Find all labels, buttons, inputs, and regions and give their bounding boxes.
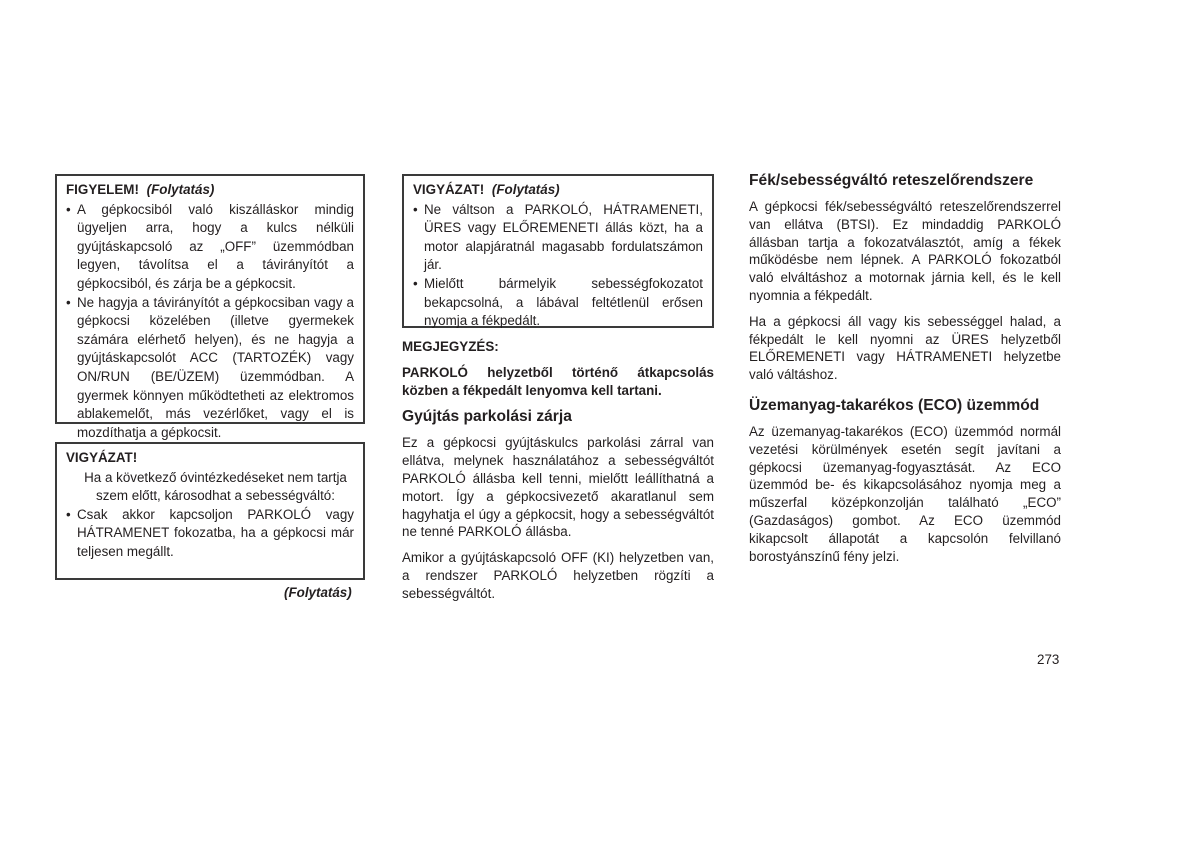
paragraph: Az üzemanyag-takarékos (ECO) üzemmód normál vezetési körülmények esetén segít javítani a gépkocsi üzemanyag-fogyasztását. Az ECO üzemmód be- és kikapcsolásához nyomja meg a műszerfal középkonzolján található „ECO” (Gazdaságos) gombot. Az ECO üzemmód kikapcsolt állapotát a kapcsolón felvillanó borostyánszínű fény jelzi. bbox=[749, 423, 1061, 564]
warning-bullets bbox=[66, 201, 354, 443]
page-number: 273 bbox=[1037, 652, 1060, 667]
section-heading-ignition-lock: Gyújtás parkolási zárja bbox=[402, 408, 572, 426]
note-title: MEGJEGYZÉS: bbox=[402, 339, 499, 354]
caution-box-continued bbox=[402, 174, 714, 328]
caution-bullet: • Csak akkor kapcsoljon PARKOLÓ vagy HÁTRAMENET fokozatba, ha a gépkocsi már teljesen megállt. bbox=[66, 506, 354, 562]
caution-intro: Ha a következő óvintézkedéseket nem tartja szem előtt, károsodhat a sebességváltó: bbox=[84, 469, 347, 504]
caution2-bullet: • Mielőtt bármelyik sebességfokozatot bekapcsolná, a lábával feltétlenül erősen nyomja a fékpedált. bbox=[413, 275, 703, 331]
paragraph: Amikor a gyújtáskapcsoló OFF (KI) helyzetben van, a rendszer PARKOLÓ helyzetben rögzíti a sebességváltót. bbox=[402, 550, 714, 601]
warning-bullet: • Ne hagyja a távirányítót a gépkocsiban vagy a gépkocsi közelében (illetve gyermekek számára elérhető helyen), és ne hagyja a gyújtáskapcsolót ACC (TARTOZÉK) vagy ON/RUN (BE/ÜZEM) üzemmódban. A gyermek könnyen működtetheti az elektromos ablakemelőt, más vezérlőket, vagy el is mozdíthatja a gépkocsit. bbox=[66, 294, 354, 443]
caution2-bullet: • Ne váltson a PARKOLÓ, HÁTRAMENETI, ÜRES vagy ELŐREMENETI állás közt, ha a motor alapjáratnál magasabb fordulatszámon jár. bbox=[413, 201, 703, 275]
warning-box-title bbox=[66, 181, 354, 200]
paragraph: A gépkocsi fék/sebességváltó reteszelőrendszerrel van ellátva (BTSI). Ez mindaddig PARKOLÓ állásban tartja a fokozatválasztót, amíg a fékek működésbe nem lépnek. A PARKOLÓ fokozatból való elváltáshoz a motornak járnia kell, és le kell nyomnia a fékpedált. bbox=[749, 199, 1061, 303]
caution-bullets bbox=[66, 506, 354, 562]
section-heading-eco: Üzemanyag-takarékos (ECO) üzemmód bbox=[749, 396, 1040, 414]
caution2-bullets bbox=[413, 201, 703, 331]
note-body: PARKOLÓ helyzetből történő átkapcsolás közben a fékpedált lenyomva kell tartani. bbox=[402, 364, 714, 398]
caution-continued-title bbox=[413, 181, 703, 200]
caution2-continued: (Folytatás) bbox=[491, 182, 560, 197]
warning-title: FIGYELEM! bbox=[66, 182, 139, 197]
warning-bullet: • A gépkocsiból való kiszálláskor mindig ügyeljen arra, hogy a kulcs nélküli gyújtáskapcsoló az „OFF” üzemmódban legyen, távolítsa el a távirányítót a gépkocsiból, és zárja be a gépkocsit. bbox=[66, 201, 354, 294]
caution-box bbox=[55, 442, 365, 580]
warning-continued: (Folytatás) bbox=[146, 182, 215, 197]
col3-text bbox=[749, 171, 1061, 573]
continued-label: (Folytatás) bbox=[284, 585, 352, 600]
caution2-title: VIGYÁZAT! bbox=[413, 182, 485, 197]
paragraph: Ez a gépkocsi gyújtáskulcs parkolási zárral van ellátva, melynek használatához a sebességváltót PARKOLÓ állásba kell tenni, mielőtt leállíthatná a motort. Így a gépkocsivezető akaratlanul sem hagyhatja el úgy a gépkocsit, hogy a sebességváltót ne tenné PARKOLÓ állásba. bbox=[402, 435, 714, 540]
paragraph: Ha a gépkocsi áll vagy kis sebességgel halad, a fékpedált le kell nyomni az ÜRES helyzetből ELŐREMENETI vagy HÁTRAMENETI helyzetbe való váltáshoz. bbox=[749, 313, 1061, 383]
section-heading-btsi: Fék/sebességváltó reteszelőrendszere bbox=[749, 172, 1034, 189]
warning-box bbox=[55, 174, 365, 440]
caution-box-title: VIGYÁZAT! bbox=[66, 450, 138, 465]
col2-text bbox=[402, 338, 714, 611]
